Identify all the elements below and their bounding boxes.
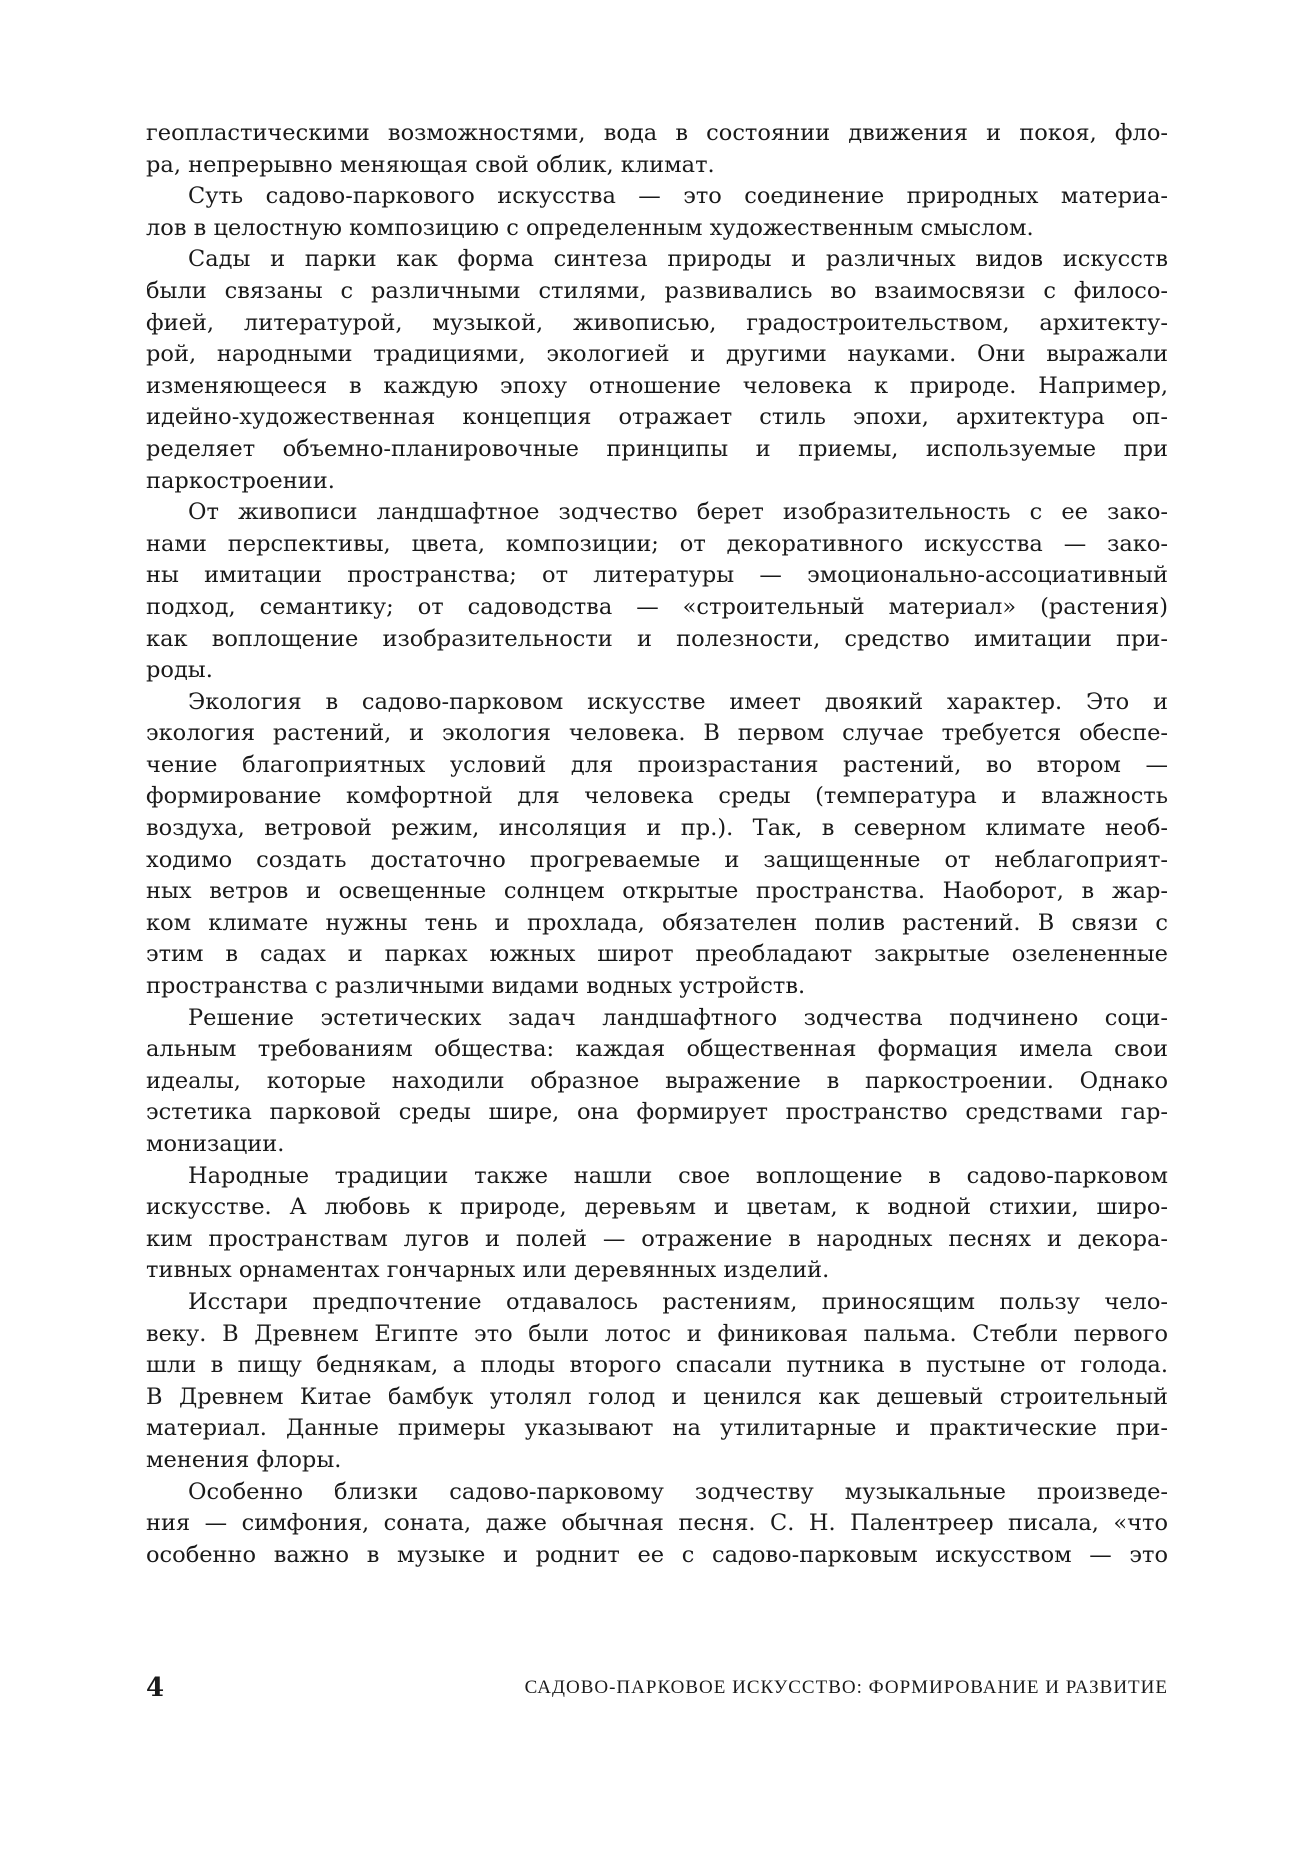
text-line: Суть садово-паркового искусства — это соединение природных материа- — [188, 183, 1168, 210]
text-line: Решение эстетических задач ландшафтного зодчества подчинено соци- — [188, 1004, 1168, 1031]
text-line: были связаны с различными стилями, развивались во взаимосвязи с филосо- — [146, 277, 1168, 304]
text-line: как воплощение изобразительности и полезности, средство имитации при- — [146, 625, 1168, 652]
page-footer — [146, 1668, 1168, 1708]
text-line: Экология в садово-парковом искусстве имеет двоякий характер. Это и — [188, 688, 1168, 715]
paragraph — [146, 1477, 1168, 1572]
text-line: геопластическими возможностями, вода в состоянии движения и покоя, фло- — [146, 120, 1168, 146]
text-line: эстетика парковой среды шире, она формирует пространство средствами гар- — [146, 1099, 1168, 1126]
text-line: фией, литературой, музыкой, живописью, градостроительством, архитекту- — [146, 309, 1168, 336]
text-line: изменяющееся в каждую эпоху отношение человека к природе. Например, — [146, 372, 1168, 399]
page-body — [146, 118, 1168, 1571]
text-line: материал. Данные примеры указывают на утилитарные и практические при- — [146, 1415, 1168, 1442]
text-line: паркостроении. — [146, 467, 335, 494]
text-line: От живописи ландшафтное зодчество берет изобразительность с ее зако- — [188, 499, 1168, 526]
text-line: экология растений, и экология человека. В первом случае требуется обеспе- — [146, 720, 1168, 747]
running-title: САДОВО-ПАРКОВОЕ ИСКУССТВО: ФОРМИРОВАНИЕ И РАЗВИТИЕ — [524, 1677, 1168, 1698]
text-line: ра, непрерывно меняющая свой облик, климат. — [146, 151, 715, 178]
text-line: ределяет объемно-планировочные принципы и приемы, используемые при — [146, 435, 1168, 462]
text-line: В Древнем Китае бамбук утолял голод и ценился как дешевый строительный — [146, 1383, 1168, 1410]
text-line: пространства с различными видами водных устройств. — [146, 973, 806, 1000]
paragraph — [146, 244, 1168, 497]
text-line: рой, народными традициями, экологией и другими науками. Они выражали — [146, 341, 1168, 368]
text-line: воздуха, ветровой режим, инсоляция и пр.). Так, в северном климате необ- — [146, 815, 1168, 842]
text-line: чение благоприятных условий для произрастания растений, во втором — — [146, 751, 1168, 778]
text-line: шли в пищу беднякам, а плоды второго спасали путника в пустыне от голода. — [146, 1352, 1168, 1379]
text-line: ходимо создать достаточно прогреваемые и защищенные от неблагоприят- — [146, 846, 1168, 873]
text-line: ния — симфония, соната, даже обычная песня. С. Н. Палентреер писала, «что — [146, 1510, 1168, 1537]
text-line: роды. — [146, 657, 213, 684]
paragraph — [146, 1287, 1168, 1477]
text-line: альным требованиям общества: каждая общественная формация имела свои — [146, 1036, 1168, 1063]
text-line: идеалы, которые находили образное выражение в паркостроении. Однако — [146, 1067, 1168, 1094]
text-line: Сады и парки как форма синтеза природы и различных видов искусств — [188, 246, 1168, 273]
text-line: ком климате нужны тень и прохлада, обязателен полив растений. В связи с — [146, 909, 1168, 936]
paragraph — [146, 687, 1168, 1003]
text-line: этим в садах и парках южных широт преобладают закрытые озелененные — [146, 941, 1168, 968]
text-line: идейно-художественная концепция отражает стиль эпохи, архитектура оп- — [146, 404, 1168, 431]
paragraph — [146, 118, 1168, 181]
text-line: лов в целостную композицию с определенным художественным смыслом. — [146, 214, 1034, 241]
text-line: тивных орнаментах гончарных или деревянных изделий. — [146, 1257, 830, 1284]
text-line: ных ветров и освещенные солнцем открытые пространства. Наоборот, в жар- — [146, 878, 1168, 905]
text-line: особенно важно в музыке и роднит ее с садово-парковым искусством — это — [146, 1541, 1168, 1568]
text-line: Особенно близки садово-парковому зодчеству музыкальные произведе- — [188, 1478, 1168, 1505]
text-line: нами перспективы, цвета, композиции; от декоративного искусства — зако- — [146, 530, 1168, 557]
page-number: 4 — [146, 1673, 165, 1703]
paragraph — [146, 181, 1168, 244]
text-line: веку. В Древнем Египте это были лотос и финиковая пальма. Стебли первого — [146, 1320, 1168, 1347]
text-line: Народные традиции также нашли свое воплощение в садово-парковом — [188, 1162, 1168, 1189]
text-line: ким пространствам лугов и полей — отражение в народных песнях и декора- — [146, 1225, 1168, 1252]
paragraph — [146, 1161, 1168, 1287]
text-line: менения флоры. — [146, 1446, 342, 1473]
text-line: ны имитации пространства; от литературы — эмоционально-ассоциативный — [146, 562, 1168, 589]
paragraph — [146, 1003, 1168, 1161]
text-line: монизации. — [146, 1131, 285, 1157]
text-line: искусстве. А любовь к природе, деревьям и цветам, к водной стихии, широ- — [146, 1194, 1168, 1221]
text-line: формирование комфортной для человека среды (температура и влажность — [146, 783, 1168, 810]
paragraph — [146, 497, 1168, 687]
text-line: подход, семантику; от садоводства — «строительный материал» (растения) — [146, 593, 1168, 620]
text-line: Исстари предпочтение отдавалось растениям, приносящим пользу чело- — [188, 1288, 1168, 1315]
